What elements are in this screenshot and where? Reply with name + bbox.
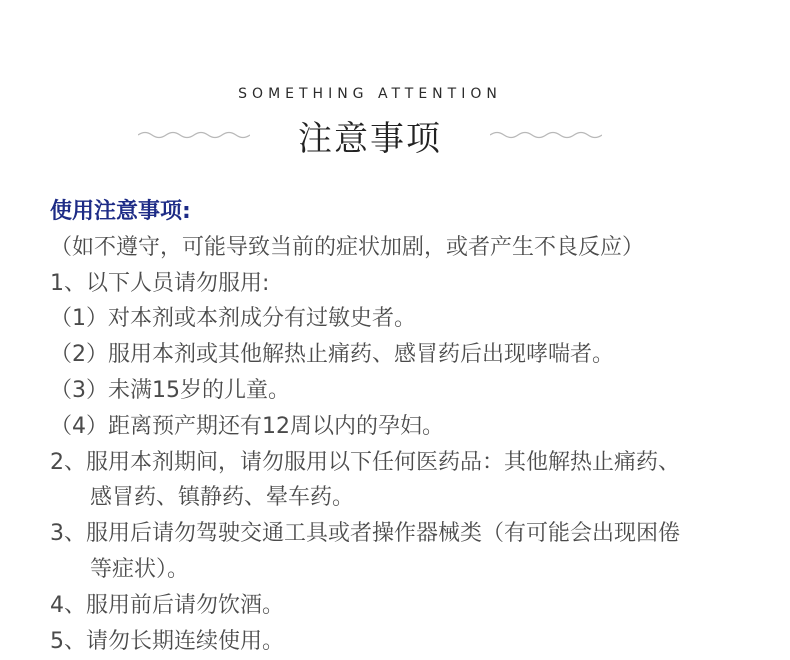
section-heading: 使用注意事项: xyxy=(50,199,191,224)
item-1-sub-2: （2）服用本剂或其他解热止痛药、感冒药后出现哮喘者。 xyxy=(50,342,614,368)
notice-content xyxy=(50,194,780,659)
item-3: 3、服用后请勿驾驶交通工具或者操作器械类（有可能会出现困倦 xyxy=(50,521,680,547)
item-1-sub-1: （1）对本剂或本剂成分有过敏史者。 xyxy=(50,306,416,332)
title-row xyxy=(0,112,740,158)
page-title: 注意事项 xyxy=(298,118,442,159)
item-2: 2、服用本剂期间，请勿服用以下任何医药品：其他解热止痛药、 xyxy=(50,449,680,475)
item-1-sub-4: （4）距离预产期还有12周以内的孕妇。 xyxy=(50,413,444,439)
item-5: 5、请勿长期连续使用。 xyxy=(50,628,284,654)
item-2-continued: 感冒药、镇静药、晕车药。 xyxy=(90,485,355,511)
item-3-continued: 等症状）。 xyxy=(90,556,190,582)
item-1-sub-3: （3）未满15岁的儿童。 xyxy=(50,377,290,403)
left-wave-decoration xyxy=(138,129,250,141)
subtitle-en: SOMETHING ATTENTION xyxy=(238,86,502,102)
item-4: 4、服用前后请勿饮酒。 xyxy=(50,592,284,618)
right-wave-decoration xyxy=(490,129,602,141)
intro-note: （如不遵守，可能导致当前的症状加剧，或者产生不良反应） xyxy=(50,234,645,260)
item-1: 1、以下人员请勿服用: xyxy=(50,270,270,296)
